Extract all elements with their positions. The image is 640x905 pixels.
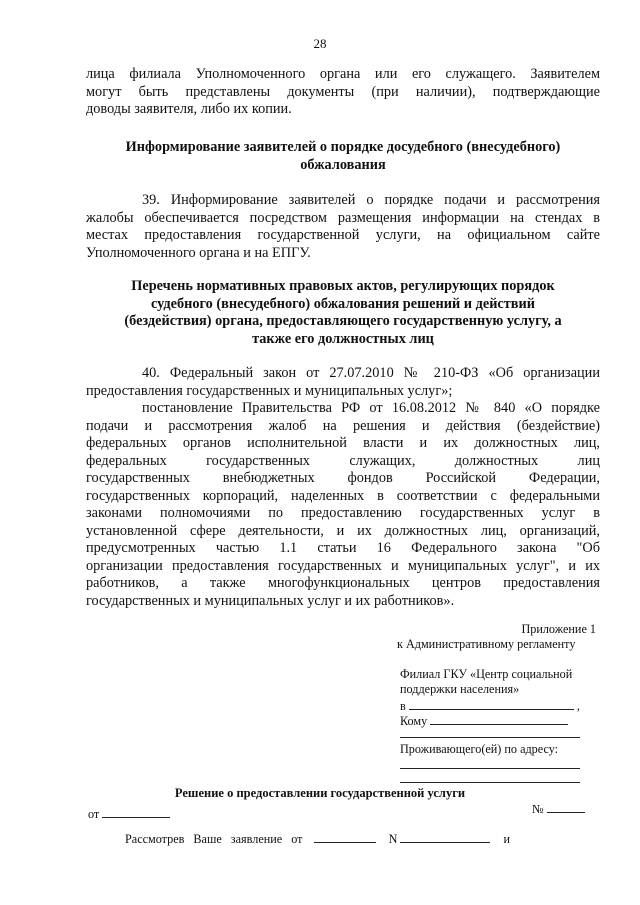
text-line: работников, а также многофункциональных центров предоставления: [86, 575, 600, 591]
branch-name-line1: Филиал ГКУ «Центр социальной: [400, 667, 573, 681]
text-line: 39. Информирование заявителей о порядке подачи и рассмотрения: [142, 192, 600, 208]
section-heading-informing: [86, 139, 600, 174]
text-line: организации предоставления государственных и муниципальных услуг", и их: [86, 557, 600, 574]
paragraph-resolution-840: [86, 400, 600, 610]
text-line: предусмотренных частью 1.1 статьи 16 Федерального закона "Об: [86, 540, 600, 556]
text-line: государственных и муниципальных услуг и их работников».: [86, 592, 455, 609]
text-line: постановление Правительства РФ от 16.08.2012 № 840 «О порядке: [142, 400, 600, 416]
text-line: доводы заявителя, либо их копии.: [86, 101, 292, 117]
decision-date-field: [88, 805, 170, 822]
address-blank-line1[interactable]: [400, 768, 580, 769]
and-label: и: [503, 832, 511, 846]
to-label: Кому: [400, 714, 428, 728]
appendix-subtitle: к Административному регламенту: [397, 637, 576, 651]
heading-line: судебного (внесудебного) обжалования решений и действий: [151, 295, 535, 312]
considered-text: Рассмотрев Ваше заявление от: [125, 832, 303, 846]
text-line: Уполномоченного органа и на ЕПГУ.: [86, 244, 311, 261]
in-field: в ,: [400, 699, 580, 713]
text-line: лица филиала Уполномоченного органа или его служащего. Заявителем: [86, 66, 600, 82]
text-line: государственных внебюджетных фондов Российской Федерации,: [86, 470, 600, 486]
heading-line: обжалования: [300, 156, 386, 173]
text-line: установленной сфере деятельности, и их должностных лиц, организаций,: [86, 522, 600, 539]
paragraph-39: [86, 192, 600, 262]
paragraph-40: [86, 365, 600, 400]
application-date-blank[interactable]: [314, 830, 376, 843]
text-line: законами полномочиями по предоставлению государственных услуг в: [86, 505, 600, 521]
text-line: федеральных органов исполнительной власти и их должностных лиц,: [86, 435, 600, 451]
text-line: федеральных государственных служащих, должностных лиц: [86, 452, 600, 469]
text-line: государственных корпораций, наделенных в соответствии с федеральными: [86, 487, 600, 504]
heading-line: также его должностных лиц: [252, 330, 434, 347]
heading-line: (бездействия) органа, предоставляющего государственную услугу, а: [124, 313, 562, 329]
text-line: 40. Федеральный закон от 27.07.2010 № 210-ФЗ «Об организации: [142, 365, 600, 381]
heading-line: Информирование заявителей о порядке досудебного (внесудебного): [125, 139, 561, 155]
section-heading-legal-acts: [86, 278, 600, 348]
address-label: Проживающего(ей) по адресу:: [400, 742, 559, 756]
text-line: жалобы обеспечивается посредством размещения информации на стендах в: [86, 209, 600, 226]
heading-line: Перечень нормативных правовых актов, регулирующих порядок: [131, 278, 555, 294]
application-number-blank[interactable]: [400, 830, 490, 843]
date-blank[interactable]: [102, 805, 170, 818]
address-blank-line2[interactable]: [400, 782, 580, 783]
number-blank[interactable]: [547, 800, 585, 813]
decision-title: Решение о предоставлении государственной услуги: [174, 786, 466, 800]
text-line: могут быть представлены документы (при наличии), подтверждающие: [86, 83, 600, 100]
to-blank[interactable]: [430, 712, 568, 725]
decision-number-field: [532, 800, 585, 817]
from-label: от: [88, 807, 100, 821]
in-blank[interactable]: [409, 697, 574, 710]
to-field: [400, 712, 568, 729]
page-number: 28: [313, 36, 327, 51]
text-line: предоставления государственных и муниципальных услуг»;: [86, 382, 453, 399]
text-line: местах предоставления государственной услуги, на официальном сайте: [86, 227, 600, 243]
intro-paragraph: [86, 66, 600, 119]
in-label: в: [400, 699, 406, 713]
number-label: №: [532, 802, 544, 816]
n-label: N: [388, 832, 398, 846]
branch-name-line2: поддержки населения»: [400, 682, 520, 696]
text-line: подачи и рассмотрения жалоб на решения и действия (бездействие): [86, 417, 600, 434]
appendix-title: Приложение 1: [521, 622, 596, 636]
considered-line: [125, 830, 510, 847]
to-blank-line2[interactable]: [400, 737, 580, 738]
